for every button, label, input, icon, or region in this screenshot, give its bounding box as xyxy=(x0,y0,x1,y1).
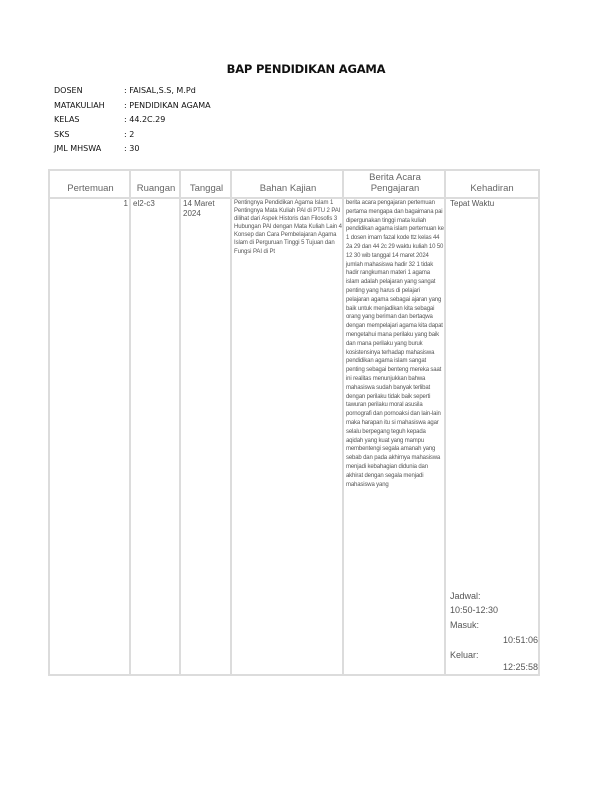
keluar-value: 12:25:58 xyxy=(502,662,538,672)
keluar-label: Keluar: xyxy=(450,650,479,660)
page-title: BAP PENDIDIKAN AGAMA xyxy=(226,62,386,76)
header-ruangan: Ruangan xyxy=(136,183,176,194)
masuk-value: 10:51:06 xyxy=(502,635,538,645)
header-tanggal: Tanggal xyxy=(189,183,224,194)
jadwal-value: 10:50-12:30 xyxy=(450,605,499,615)
info-row-jml-mhswa xyxy=(54,142,211,157)
cell-tanggal-date: 14 Maret xyxy=(183,199,215,208)
cell-kehadiran-status: Tepat Waktu xyxy=(450,199,495,208)
column-divider xyxy=(131,171,181,674)
cell-berita-acara: berita acara pengajaran pertemuan pertama mengapa dan bagaimana pai dipergunakan tinggi mata kuliah pendidikan agama islam pertemuan ke 1 dosen imam fazal kode ttz kelas 44 2a 29 dan 44 2c 29 waktu kuliah 10 50 12 30 wib tanggal 14 maret 2024 jumlah mahasiswa hadir 32 1 tidak hadir rangkuman materi 1 agama islam adalah pelajaran yang sangat penting yang harus di pelajari pelajaran agama sebagai ajaran yang baik untuk menjadikan kita sebagai orang yang beriman dan bertaqwa dengan mempelajari agama kita dapat mengetahui mana perilaku yang baik dan mana perilaku yang buruk kosistensinya terhadap mahasiswa pendidikan agama islam sangat penting sebagai benteng mereka saat ini realitas menunjukkan bahwa mahasiswa sudah banyak terlibat dengan perilaku tidak baik seperti tawuran perilaku moral asusila pornografi dan pornoaksi dan lain-lain maka harapan itu si mahasiswa agar selalu berpegang teguh kepada aqidah yang kuat yang mampu membentengi segala amanah yang sebab dan pada akhirnya mahasiswa menjadi kebahagian didunia dan akhirat dengan segala menjadi mahasiswa yang xyxy=(346,200,444,488)
cell-pertemuan: 1 xyxy=(123,199,128,208)
info-label: SKS xyxy=(54,129,70,139)
info-value: : 2 xyxy=(124,129,135,139)
column-divider xyxy=(50,171,131,674)
cell-tanggal xyxy=(183,199,230,219)
info-label: MATAKULIAH xyxy=(54,100,105,110)
info-row-dosen xyxy=(54,84,211,99)
info-value: : PENDIDIKAN AGAMA xyxy=(124,100,211,110)
course-info xyxy=(54,84,211,157)
cell-ruangan: el2-c3 xyxy=(133,199,155,208)
info-value: : 30 xyxy=(124,144,140,153)
attendance-table xyxy=(48,169,540,676)
info-label: JML MHSWA xyxy=(54,144,102,153)
info-row-kelas xyxy=(54,113,211,128)
masuk-label: Masuk: xyxy=(450,620,480,630)
header-berita-acara-line2: Pengajaran xyxy=(370,182,420,194)
header-pertemuan: Pertemuan xyxy=(67,183,114,194)
info-label: DOSEN xyxy=(54,86,83,95)
cell-tanggal-year: 2024 xyxy=(183,209,201,219)
info-label: KELAS xyxy=(54,115,80,124)
header-bahan-kajian: Bahan Kajian xyxy=(259,183,317,194)
info-row-sks xyxy=(54,128,211,143)
jadwal-label: Jadwal: xyxy=(450,591,481,601)
info-value: : 44.2C.29 xyxy=(124,115,166,124)
header-kehadiran: Kehadiran xyxy=(470,183,514,194)
info-row-matakuliah xyxy=(54,99,211,114)
info-value: : FAISAL,S.S, M.Pd xyxy=(124,86,196,95)
cell-bahan-kajian: Pentingnya Pendidikan Agama Islam 1 Pentingnya Mata Kuliah PAI di PTU 2 PAI dilihat dari Aspek Historis dan Filosofis 3 Hubungan PAI dengan Mata Kuliah Lain 4 Konsep dan Cara Pembelajaran Agama Islam di Perguruan Tinggi 5 Tujuan dan Fungsi PAI di Pt xyxy=(234,200,342,255)
header-berita-acara-line1: Berita Acara xyxy=(369,171,421,183)
column-divider xyxy=(181,171,232,674)
header-berita-acara xyxy=(344,171,446,197)
